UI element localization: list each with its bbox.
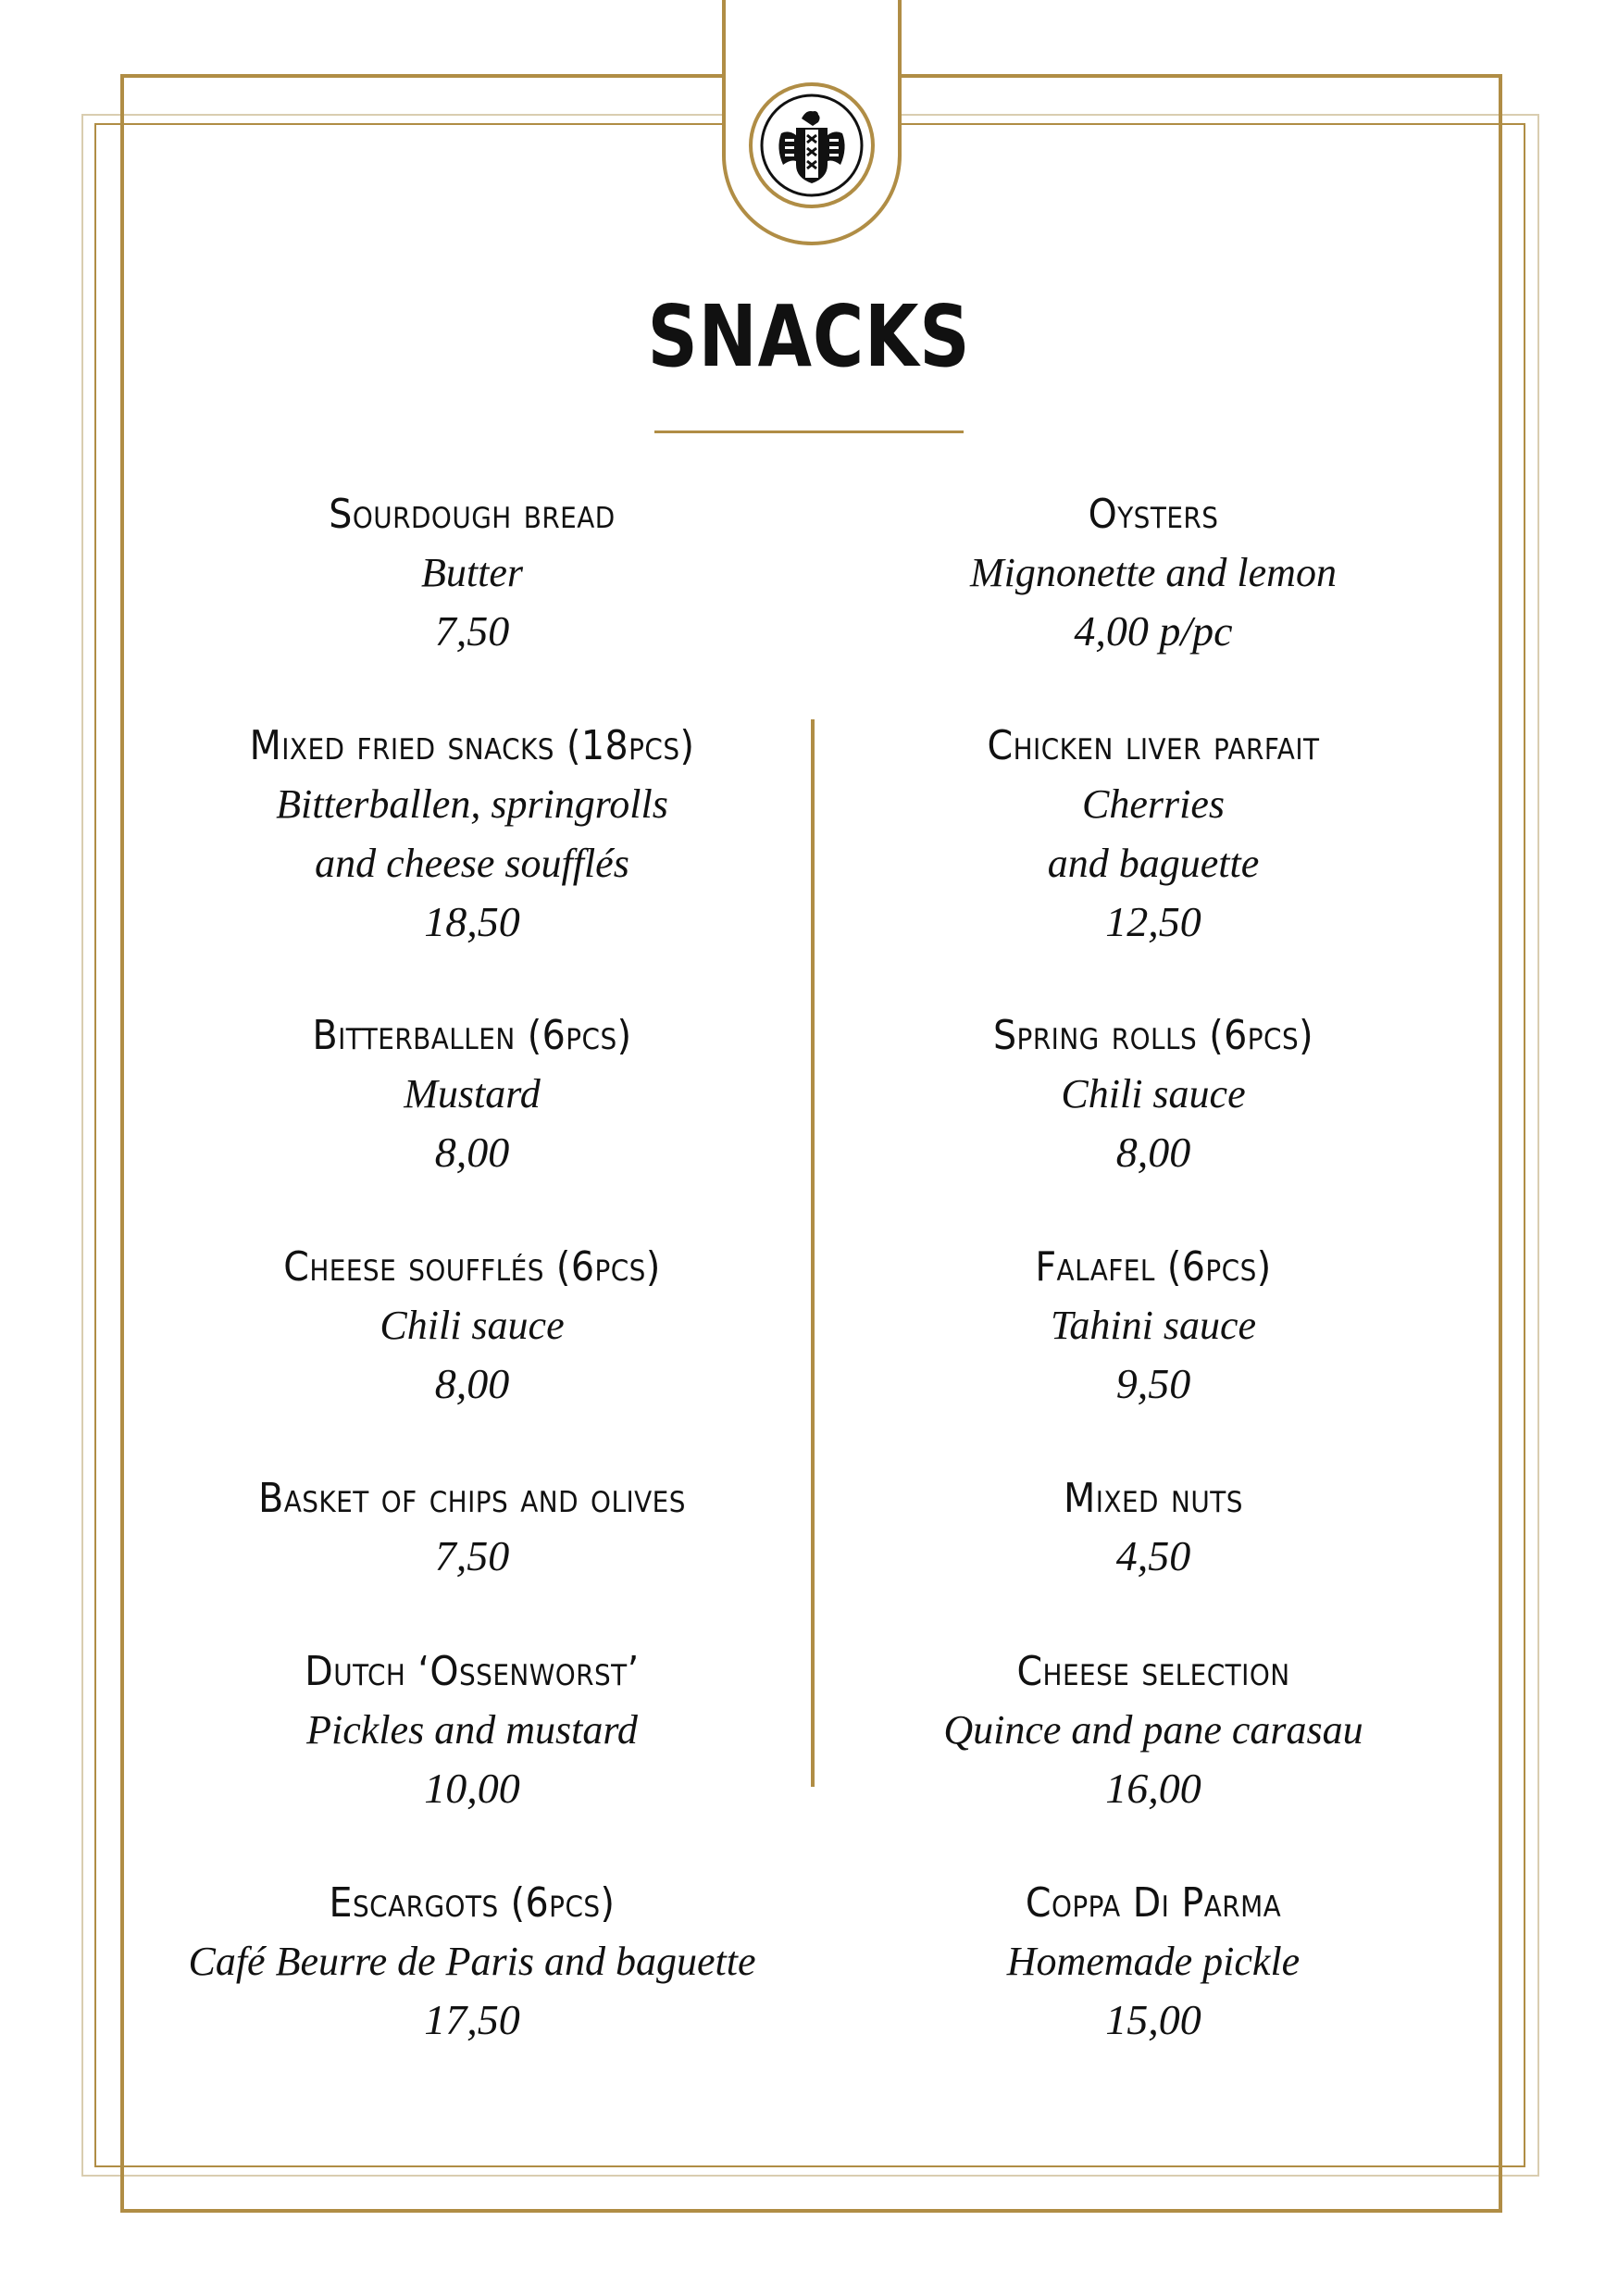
menu-item [120,1875,824,2049]
item-price: 8,00 [1115,1129,1191,1176]
item-name: Basket of chips and olives [258,1475,686,1522]
item-price: 10,00 [424,1765,520,1812]
item-name: Dutch ‘Ossenworst’ [305,1648,640,1695]
menu-item [120,486,824,660]
item-name: Escargots (6pcs) [329,1879,616,1927]
menu-item [120,718,824,951]
item-name: Spring rolls (6pcs) [992,1012,1314,1059]
item-name: Coppa Di Parma [1025,1879,1282,1927]
title-underline [654,430,964,433]
menu-item [120,1239,824,1413]
item-description: Butter [421,550,523,595]
item-price: 17,50 [424,1996,520,2043]
item-description: Cherries [1082,781,1225,827]
menu-item [802,1643,1505,1817]
item-price: 8,00 [434,1129,510,1176]
item-description: Quince and pane carasau [943,1707,1363,1753]
item-description: and cheese soufflés [315,841,629,886]
menu-item [802,1470,1505,1585]
item-price: 8,00 [434,1360,510,1407]
menu-item [120,1643,824,1817]
item-description: and baguette [1047,841,1260,886]
item-name: Mixed fried snacks (18pcs) [249,722,695,769]
item-name: Chicken liver parfait [987,722,1320,769]
item-price: 16,00 [1105,1765,1201,1812]
menu-item [802,1875,1505,2049]
item-description: Café Beurre de Paris and baguette [188,1939,756,1984]
item-name: Cheese soufflés (6pcs) [283,1243,661,1291]
item-price: 9,50 [1115,1360,1191,1407]
page-title: SNACKS [647,287,971,386]
item-description: Mignonette and lemon [970,550,1337,595]
item-description: Chili sauce [1061,1071,1246,1117]
menu-item [120,1007,824,1181]
item-description: Chili sauce [380,1303,565,1348]
menu-item [120,1470,824,1585]
item-name: Falafel (6pcs) [1035,1243,1272,1291]
item-description: Bitterballen, springrolls [276,781,668,827]
item-name: Mixed nuts [1064,1475,1243,1522]
item-description: Tahini sauce [1050,1303,1257,1348]
item-name: Oysters [1088,491,1219,538]
item-name: Bitterballen (6pcs) [312,1012,632,1059]
item-price: 7,50 [434,607,510,655]
item-price: 12,50 [1105,898,1201,945]
item-price: 4,00 p/pc [1074,607,1233,655]
item-name: Sourdough bread [329,491,616,538]
item-description: Pickles and mustard [306,1707,638,1753]
menu-item [802,486,1505,660]
item-price: 15,00 [1105,1996,1201,2043]
menu-item [802,1007,1505,1181]
amsterdam-crest-icon [748,81,876,209]
item-description: Mustard [404,1071,541,1117]
item-name: Cheese selection [1016,1648,1290,1695]
item-description: Homemade pickle [1006,1939,1301,1984]
menu-item [802,718,1505,951]
item-price: 7,50 [434,1532,510,1579]
item-price: 4,50 [1115,1532,1191,1579]
menu-item [802,1239,1505,1413]
item-price: 18,50 [424,898,520,945]
